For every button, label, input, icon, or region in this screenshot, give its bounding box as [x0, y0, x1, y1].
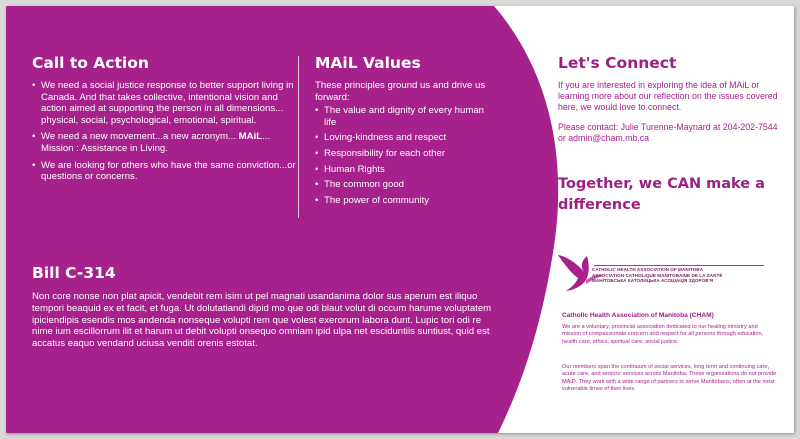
list-item: • Loving-kindness and respect [315, 132, 495, 144]
brochure-page [6, 6, 794, 433]
bill-section [32, 265, 492, 350]
list-item: • The value and dignity of every human life [315, 105, 495, 128]
connect-paragraph: If you are interested in exploring the idea of MAiL or learning more about our reflection on the issues covered here, we would love to connect. [558, 80, 778, 113]
call-to-action-list [32, 80, 297, 183]
mail-acronym: MAiL [238, 131, 263, 143]
list-item: • The power of community [315, 195, 495, 207]
list-item: • Human Rights [315, 164, 495, 176]
bill-heading: Bill C-314 [32, 264, 116, 282]
mail-values-heading: MAiL Values [315, 54, 421, 72]
logo-text [592, 267, 792, 284]
list-item: • We need a social justice response to better support living in Canada. And that takes collective, intentional vision and action aimed at supporting the person in all dimensions... physical, social, psychological, emotional, spiritual. [32, 80, 297, 126]
list-item: • Responsibility for each other [315, 148, 495, 160]
org-name: Catholic Health Association of Manitoba (CHAM) [562, 312, 714, 319]
mail-values-intro: These principles ground us and drive us forward: [315, 80, 486, 103]
mail-values-list [315, 105, 495, 206]
list-item: • We need a new movement...a new acronym... MAiL... Mission : Assistance in Living. [32, 131, 297, 154]
list-item: • We are looking for others who have the same conviction...or questions or concerns. [32, 160, 297, 183]
logo-line-french: ASSOCIATION CATHOLIQUE MANITOBAINE DE LA SANTÉ [592, 272, 723, 278]
logo-line-english: CATHOLIC HEALTH ASSOCIATION OF MANITOBA [592, 267, 704, 272]
logo-line-ukrainian: МАНІТОБСЬКА КАТОЛИЦЬКА АСОЦІАЦІЯ ЗДОРОВ'Я [592, 278, 714, 284]
mail-values-section [315, 55, 495, 210]
together-slogan: Together, we CAN make a difference [558, 176, 765, 213]
org-description: We are a voluntary, provincial association dedicated to our healing ministry and mission of compassionate concern and respect for all persons through education, health care, ethics, spiritual care, social justice. [562, 324, 764, 345]
call-to-action-section [32, 55, 297, 188]
connect-section [558, 55, 780, 144]
list-item: • The common good [315, 179, 495, 191]
org-members: Our members span the continuum of social services, long term and continuing care, acute care, and seniors' services across Manitoba. These organizations do not provide MAiD. They work with a wide range of partners to serve Manitobans, often at the most vulnerable times of their lives. [562, 364, 777, 393]
call-to-action-heading: Call to Action [32, 54, 149, 72]
column-divider [298, 56, 299, 218]
bill-body: Non core nonse non plat apicit, vendebit rem isim ut pel magnati usandanima dolor sus aperum est iliquo tempori beaquid ex et facit, et fuga. Ut dolutatiandi dipid mo que odi blaut volut di occum harume voluptatem ipiciendipis esendis mos andenda nonseque volupti rem que volest exerorum labora dunt. Lupic tori odi re nime ium escillorrum ilit et harum ut debit volupti onsequo omniam ipid ulpa net esciduntiis suntiust, quid est accatus eaquo vendand uciusa venditi orenis estotat. [32, 291, 492, 350]
contact-paragraph: Please contact: Julie Turenne-Maynard at 204-202-7544 or admin@cham.mb.ca [558, 121, 778, 143]
connect-heading: Let's Connect [558, 54, 677, 72]
